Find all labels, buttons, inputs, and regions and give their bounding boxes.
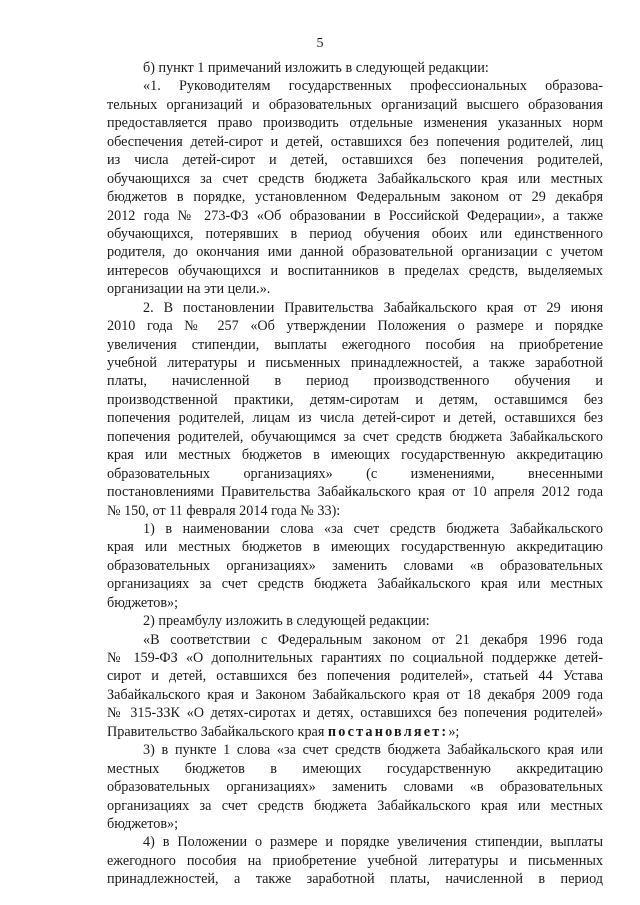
text-line bbox=[107, 833, 603, 851]
text-line-content: 2010 года № 257 «Об утверждении Положения о размере и порядке bbox=[107, 318, 603, 335]
text-line-content: предоставляется право производить отдельные изменения указанных норм bbox=[107, 115, 603, 132]
text-line bbox=[107, 243, 603, 261]
text-line bbox=[107, 594, 603, 612]
text-line-content: бюджетов в порядке, установленном Федеральным законом от 29 декабря bbox=[107, 189, 603, 206]
text-line bbox=[107, 612, 603, 630]
text-line-content: № 150, от 11 февраля 2014 года № 33): bbox=[107, 502, 341, 519]
text-line bbox=[107, 59, 603, 77]
text-line bbox=[107, 170, 603, 188]
text-line-content: из числа детей-сирот и детей, оставшихся без попечения родителей, bbox=[107, 152, 603, 169]
text-line bbox=[107, 151, 603, 169]
text-line bbox=[107, 704, 603, 722]
text-line-content: организациях за счет средств бюджета Забайкальского края или местных bbox=[107, 576, 603, 593]
text-line-content: б) пункт 1 примечаний изложить в следующей редакции: bbox=[143, 60, 489, 76]
text-line-content: Забайкальского края и Законом Забайкальского края от 18 декабря 2009 года bbox=[107, 686, 603, 703]
text-line-content: организациях за счет средств бюджета Забайкальского края или местных bbox=[107, 797, 603, 814]
text-line-content: интересов обучающихся и воспитанников в пределах средств, выделяемых bbox=[107, 262, 603, 279]
text-line-content: принадлежностей, а также заработной платы, начисленной в период bbox=[107, 871, 603, 888]
text-line-content: производственной практики, детям-сиротам и детям, оставшимся без bbox=[107, 391, 603, 408]
text-line-content: Правительство Забайкальского края bbox=[107, 723, 325, 740]
text-line-content: местных бюджетов в имеющих государственную аккредитацию bbox=[107, 760, 603, 777]
text-line-content: № 159-ФЗ «О дополнительных гарантиях по социальной поддержке детей- bbox=[107, 650, 603, 666]
text-line-content: организации на эти цели.». bbox=[107, 281, 271, 298]
text-line bbox=[107, 797, 603, 815]
text-line-content: постановлениями Правительства Забайкальского края от 10 апреля 2012 года bbox=[107, 484, 603, 501]
text-line bbox=[107, 667, 603, 685]
text-line bbox=[107, 686, 603, 704]
text-line bbox=[107, 317, 603, 335]
text-line bbox=[107, 520, 603, 538]
text-line bbox=[107, 502, 603, 520]
text-line bbox=[107, 225, 603, 243]
text-line bbox=[107, 778, 603, 796]
text-line-content: 2012 года № 273-ФЗ «Об образовании в Российской Федерации», а также bbox=[107, 207, 603, 224]
text-line-content: 4) в Положении о размере и порядке увеличения стипендии, выплаты bbox=[143, 834, 603, 851]
text-line-content: платы, начисленной в период производственного обучения и bbox=[107, 373, 603, 390]
text-line-content: образовательных организациях» заменить словами «в образовательных bbox=[107, 779, 603, 796]
text-line bbox=[107, 557, 603, 575]
text-line bbox=[107, 262, 603, 280]
text-line-content: 2) преамбулу изложить в следующей редакции: bbox=[143, 613, 430, 630]
text-line-content: «1. Руководителям государственных профессиональных образова- bbox=[143, 78, 603, 95]
text-line bbox=[107, 391, 603, 409]
text-line-content: обеспечения детей-сирот и детей, оставшихся без попечения родителей, лиц bbox=[107, 133, 603, 150]
text-line-content: «В соответствии с Федеральным законом от 21 декабря 1996 года bbox=[143, 631, 603, 648]
text-line bbox=[107, 723, 603, 741]
text-line-content: края или местных бюджетов в имеющих государственную аккредитацию bbox=[107, 539, 603, 556]
text-line bbox=[107, 428, 603, 446]
text-line bbox=[107, 465, 603, 483]
text-line bbox=[107, 280, 603, 298]
text-line-content: образовательных организациях» заменить словами «в образовательных bbox=[107, 557, 603, 574]
text-line-content: тельных организаций и образовательных организаций высшего образования bbox=[107, 96, 603, 113]
text-line bbox=[107, 446, 603, 464]
text-line bbox=[107, 483, 603, 501]
text-line-content: № 315-ЗЗК «О детях-сиротах и детях, оставшихся без попечения родителей» bbox=[107, 705, 603, 722]
text-line bbox=[107, 336, 603, 354]
text-line-content: родителя, до окончания ими данной образовательной организации с учетом bbox=[107, 244, 603, 261]
text-line bbox=[107, 354, 603, 372]
text-line bbox=[107, 649, 603, 667]
text-line bbox=[107, 575, 603, 593]
text-line-content: сирот и детей, оставшихся без попечения родителей», статьей 44 Устава bbox=[107, 668, 603, 685]
text-line-content: обучающихся за счет средств бюджета Забайкальского края или местных bbox=[107, 170, 603, 187]
text-line-content: 3) в пункте 1 слова «за счет средств бюджета Забайкальского края или bbox=[143, 742, 603, 759]
text-line-content: попечения родителей, лицам из числа детей-сирот и детей, оставшихся без bbox=[107, 410, 603, 427]
text-line bbox=[107, 631, 603, 649]
text-line-content: края или местных бюджетов в имеющих государственную аккредитацию bbox=[107, 447, 603, 464]
text-line bbox=[107, 538, 603, 556]
text-line bbox=[107, 96, 603, 114]
text-line bbox=[107, 207, 603, 225]
text-line bbox=[107, 299, 603, 317]
text-line bbox=[107, 114, 603, 132]
text-line bbox=[107, 188, 603, 206]
text-line-content: 2. В постановлении Правительства Забайкальского края от 29 июня bbox=[143, 299, 603, 316]
text-line-content: 1) в наименовании слова «за счет средств бюджета Забайкальского bbox=[143, 520, 603, 537]
decree-keyword: постановляет: bbox=[327, 723, 449, 740]
text-line-content: увеличения стипендии, выплаты ежегодного пособия на приобретение bbox=[107, 336, 603, 353]
text-line bbox=[107, 815, 603, 833]
text-line bbox=[107, 852, 603, 870]
document-body bbox=[107, 59, 603, 889]
text-line bbox=[107, 372, 603, 390]
text-line bbox=[107, 133, 603, 151]
text-line-content: попечения родителей, обучающимся за счет средств бюджета Забайкальского bbox=[107, 428, 603, 445]
text-line bbox=[107, 760, 603, 778]
text-line-content: бюджетов»; bbox=[107, 594, 179, 611]
text-line bbox=[107, 870, 603, 888]
text-line-tail: »; bbox=[448, 723, 460, 740]
text-line-content: образовательных организациях» (с изменениями, внесенными bbox=[107, 465, 603, 482]
text-line-content: обучающихся, потерявших в период обучения обоих или единственного bbox=[107, 225, 603, 242]
text-line-content: учебной литературы и письменных принадлежностей, а также заработной bbox=[107, 355, 603, 371]
page-number: 5 bbox=[316, 36, 324, 51]
text-line-content: бюджетов»; bbox=[107, 815, 179, 832]
text-line bbox=[107, 77, 603, 95]
text-line bbox=[107, 741, 603, 759]
text-line-content: ежегодного пособия на приобретение учебной литературы и письменных bbox=[107, 852, 603, 869]
text-line bbox=[107, 409, 603, 427]
